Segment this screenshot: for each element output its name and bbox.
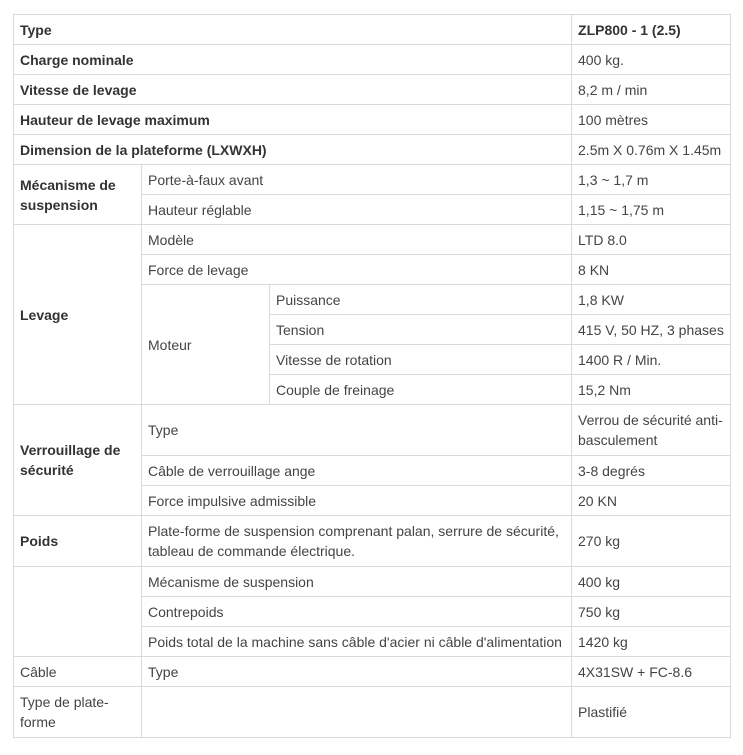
table-row — [14, 516, 731, 567]
row-value: 2.5m X 0.76m X 1.45m — [572, 135, 731, 165]
header-label: Type — [14, 15, 572, 45]
row-label: Plate-forme de suspension comprenant palan, serrure de sécurité, tableau de commande électrique. — [142, 516, 572, 567]
row-value: 15,2 Nm — [572, 375, 731, 405]
spec-table-container — [13, 14, 731, 738]
row-label: Type — [142, 405, 572, 456]
row-value: 750 kg — [572, 597, 731, 627]
row-label: Dimension de la plateforme (LXWXH) — [14, 135, 572, 165]
row-label: Hauteur de levage maximum — [14, 105, 572, 135]
row-label: Type de plate-forme — [14, 687, 142, 738]
row-value: 1400 R / Min. — [572, 345, 731, 375]
group-label-levage: Levage — [14, 225, 142, 405]
row-label: Câble de verrouillage ange — [142, 456, 572, 486]
table-row — [14, 135, 731, 165]
row-label: Porte-à-faux avant — [142, 165, 572, 195]
table-row — [14, 225, 731, 255]
table-row — [14, 405, 731, 456]
row-label: Puissance — [270, 285, 572, 315]
table-row — [14, 657, 731, 687]
group-label-poids: Poids — [14, 516, 142, 567]
group-label-mecanisme: Mécanisme de suspension — [14, 165, 142, 225]
group-label-verrouillage: Verrouillage de sécurité — [14, 405, 142, 516]
row-sub-label: Type — [142, 657, 572, 687]
table-row — [14, 567, 731, 597]
row-value: 4X31SW + FC-8.6 — [572, 657, 731, 687]
row-value: 100 mètres — [572, 105, 731, 135]
row-label: Charge nominale — [14, 45, 572, 75]
row-label: Poids total de la machine sans câble d'acier ni câble d'alimentation — [142, 627, 572, 657]
row-label: Force impulsive admissible — [142, 486, 572, 516]
row-label: Vitesse de levage — [14, 75, 572, 105]
row-label: Mécanisme de suspension — [142, 567, 572, 597]
row-value: 415 V, 50 HZ, 3 phases — [572, 315, 731, 345]
row-value: LTD 8.0 — [572, 225, 731, 255]
table-row — [14, 75, 731, 105]
row-value: 1,3 ~ 1,7 m — [572, 165, 731, 195]
row-label: Hauteur réglable — [142, 195, 572, 225]
spec-table — [13, 14, 731, 738]
row-value: 400 kg — [572, 567, 731, 597]
row-value: 20 KN — [572, 486, 731, 516]
row-label: Tension — [270, 315, 572, 345]
row-label: Contrepoids — [142, 597, 572, 627]
subgroup-label-moteur: Moteur — [142, 285, 270, 405]
row-value: Verrou de sécurité anti-basculement — [572, 405, 731, 456]
row-value: 400 kg. — [572, 45, 731, 75]
empty-cell — [142, 687, 572, 738]
row-value: 1,8 KW — [572, 285, 731, 315]
table-header-row — [14, 15, 731, 45]
table-row — [14, 687, 731, 738]
row-label: Couple de freinage — [270, 375, 572, 405]
row-value: 270 kg — [572, 516, 731, 567]
header-model: ZLP800 - 1 (2.5) — [572, 15, 731, 45]
table-row — [14, 105, 731, 135]
row-label: Câble — [14, 657, 142, 687]
row-value: Plastifié — [572, 687, 731, 738]
row-value: 3-8 degrés — [572, 456, 731, 486]
row-label: Vitesse de rotation — [270, 345, 572, 375]
row-value: 1,15 ~ 1,75 m — [572, 195, 731, 225]
row-value: 1420 kg — [572, 627, 731, 657]
table-row — [14, 165, 731, 195]
row-label: Modèle — [142, 225, 572, 255]
row-label: Force de levage — [142, 255, 572, 285]
empty-cell — [14, 567, 142, 657]
row-value: 8,2 m / min — [572, 75, 731, 105]
table-row — [14, 45, 731, 75]
row-value: 8 KN — [572, 255, 731, 285]
